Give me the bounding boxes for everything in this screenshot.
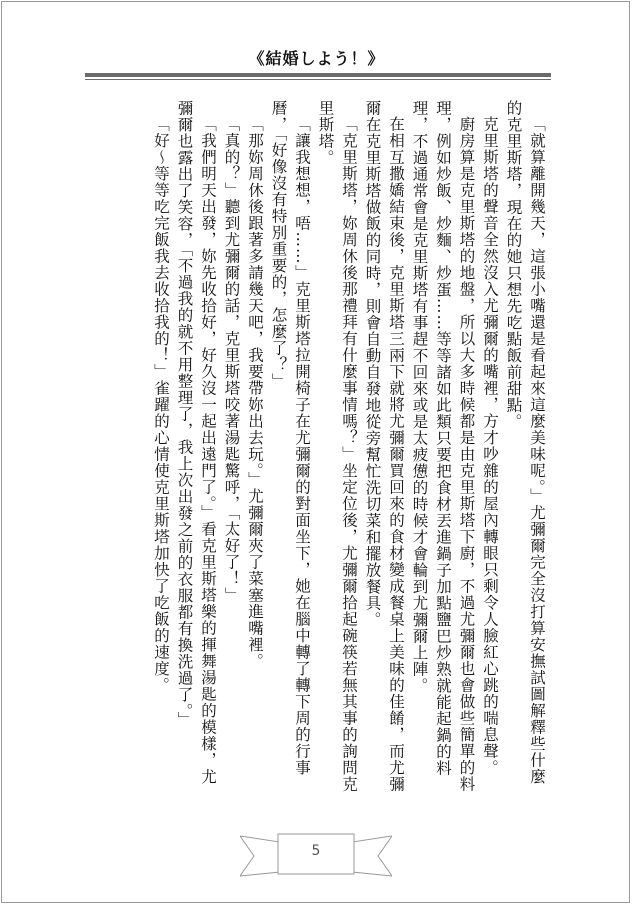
paragraph: 「那妳周休後跟著多請幾天吧，我要帶妳出去玩。」尤彌爾夾了菜塞進嘴裡。 [246, 115, 264, 669]
paragraph: 「真的？」聽到尤彌爾的話，克里斯塔咬著湯匙驚呼，「太好了！」 [222, 115, 241, 603]
paragraph: 「克里斯塔，妳周休後那禮拜有什麼事情嗎？」坐定位後，尤彌爾拾起碗筷若無其事的詢問克里斯塔。 [316, 100, 358, 792]
page-number: 5 [311, 843, 321, 859]
page-title: 《結婚しよう！》 [248, 49, 385, 68]
paragraph: 「讓我想想，唔……」克里斯塔拉開椅子在尤彌爾的對面坐下，她在腦中轉了轉下周的行事曆，「好像沒有特別重要的，怎麼了？」 [269, 100, 311, 776]
paragraph: 在相互撒嬌結束後，克里斯塔三兩下就將尤彌爾買回來的食材變成餐桌上美味的佳餚，而尤彌爾在克里斯塔做飯的同時，則會自動自發地從旁幫忙洗切菜和擺放餐具。 [363, 100, 405, 792]
paragraph: 「好～等等吃完飯我去收拾我的！」雀躍的心情使克里斯塔加快了吃飯的速度。 [152, 115, 170, 693]
paragraph: 克里斯塔的聲音全然沒入尤彌爾的嘴裡，方才吵雜的屋內轉眼只剩令人臉紅心跳的喘息聲。 [481, 115, 499, 776]
paragraph: 「我們明天出發，妳先收拾好，好久沒一起出遠門了。」看克里斯塔樂的揮舞湯匙的模樣，尤彌爾也露出了笑容，「不過我的就不用整理了，我上次出發之前的衣服都有換洗過了。」 [175, 100, 217, 785]
paragraph: 「就算離開幾天，這張小嘴還是看起來這麼美味呢。」尤彌爾完全沒打算安撫試圖解釋些什麼的克里斯塔，現在的她只想先吃點飯前甜點。 [504, 100, 546, 785]
title-rule-thick [85, 73, 551, 77]
paragraph: 廚房算是克里斯塔的地盤，所以大多時候都是由克里斯塔下廚，不過尤彌爾也會做些簡單的料理，例如炒飯、炒麵、炒蛋……等等諸如此類只要把食材丟進鍋子加點鹽巴炒熟就能起鍋的料理，不過通常會是克里斯塔有事趕不回來或是太疲憊的時候才會輪到尤彌爾上陣。 [410, 100, 476, 792]
vertical-body-text [100, 100, 548, 800]
title-rule-thin [85, 79, 551, 80]
